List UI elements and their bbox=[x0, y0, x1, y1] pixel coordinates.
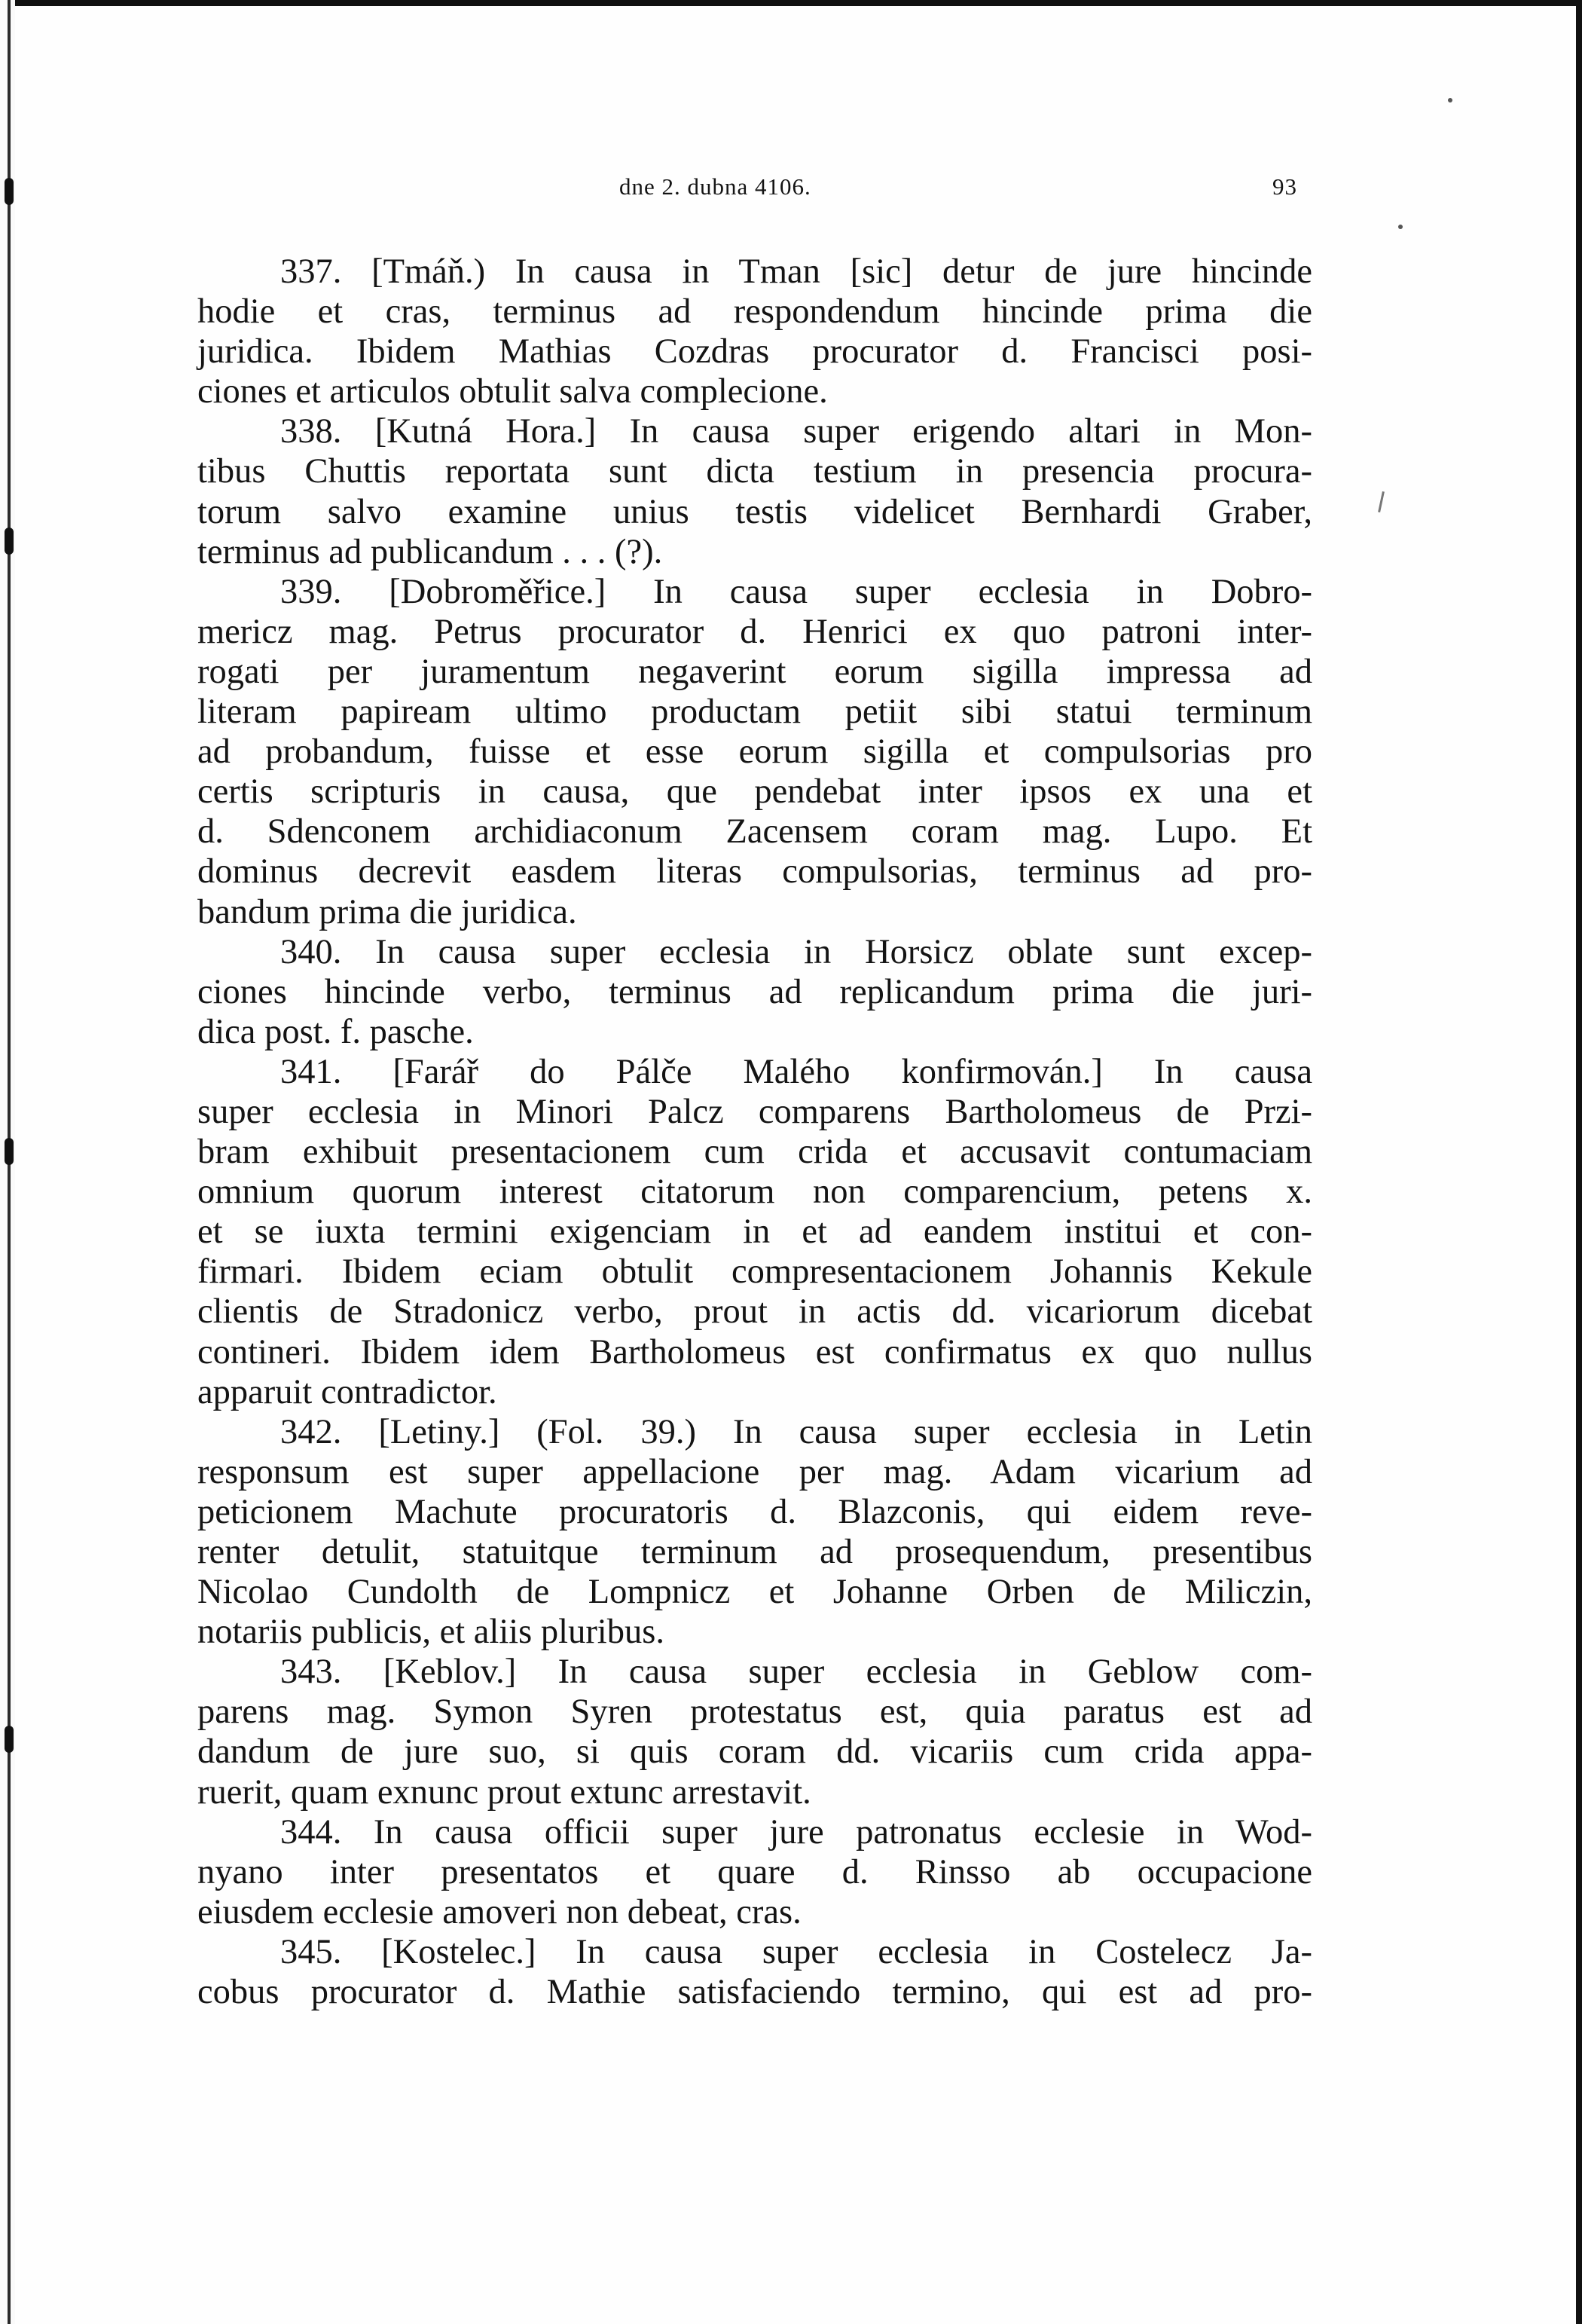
text-line: dica post. f. pasche. bbox=[197, 1012, 474, 1051]
text-line: 338. [Kutná Hora.] In causa super erigendo altari in Mon- bbox=[280, 412, 1312, 451]
text-line: certis scripturis in causa, que pendebat inter ipsos ex una et bbox=[197, 772, 1312, 812]
scan-speck bbox=[1448, 98, 1452, 102]
text-line: 345. [Kostelec.] In causa super ecclesia in Costelecz Ja- bbox=[280, 1932, 1312, 1971]
text-line: super ecclesia in Minori Palcz comparens Bartholomeus de Przi- bbox=[197, 1092, 1312, 1131]
text-line: terminus ad publicandum . . . (?). bbox=[197, 532, 663, 571]
scan-speck bbox=[1398, 225, 1403, 229]
text-line: 340. In causa super ecclesia in Horsicz oblate sunt excep- bbox=[280, 932, 1312, 971]
binding-mark bbox=[5, 1726, 14, 1753]
page-number: 93 bbox=[1272, 173, 1297, 200]
text-line: juridica. Ibidem Mathias Cozdras procurator d. Francisci posi- bbox=[197, 332, 1312, 372]
text-line: rogati per juramentum negaverint eorum sigilla impressa ad bbox=[197, 652, 1312, 691]
text-line: Nicolao Cundolth de Lompnicz et Johanne Orben de Miliczin, bbox=[197, 1573, 1312, 1612]
text-line: hodie et cras, terminus ad respondendum hincinde prima die bbox=[197, 292, 1312, 332]
scan-edge-right bbox=[1576, 0, 1582, 2324]
text-line: apparuit contradictor. bbox=[197, 1372, 497, 1411]
margin-pencil-stroke bbox=[1378, 491, 1385, 512]
binding-mark bbox=[5, 1138, 14, 1165]
running-head bbox=[197, 173, 1312, 211]
text-line: firmari. Ibidem eciam obtulit compresentacionem Johannis Kekule bbox=[197, 1252, 1312, 1292]
text-line: notariis publicis, et aliis pluribus. bbox=[197, 1613, 664, 1652]
text-line: ciones et articulos obtulit salva complecione. bbox=[197, 372, 828, 411]
text-line: contineri. Ibidem idem Bartholomeus est confirmatus ex quo nullus bbox=[197, 1332, 1312, 1371]
text-line: parens mag. Symon Syren protestatus est, quia paratus est ad bbox=[197, 1693, 1312, 1732]
text-line: bandum prima die juridica. bbox=[197, 892, 577, 931]
text-line: ad probandum, fuisse et esse eorum sigilla et compulsorias pro bbox=[197, 732, 1312, 772]
running-head-title: dne 2. dubna 4106. bbox=[619, 173, 811, 200]
text-line: 342. [Letiny.] (Fol. 39.) In causa super ecclesia in Letin bbox=[280, 1412, 1312, 1451]
text-line: cobus procurator d. Mathie satisfaciendo termino, qui est ad pro- bbox=[197, 1973, 1312, 2012]
binding-mark bbox=[5, 527, 14, 555]
text-line: dominus decrevit easdem literas compulsorias, terminus ad pro- bbox=[197, 852, 1312, 891]
text-line: 339. [Dobroměřice.] In causa super ecclesia in Dobro- bbox=[280, 572, 1312, 611]
text-line: dandum de jure suo, si quis coram dd. vicariis cum crida appa- bbox=[197, 1732, 1312, 1772]
text-line: 343. [Keblov.] In causa super ecclesia in Geblow com- bbox=[280, 1653, 1312, 1692]
text-line: 337. [Tmáň.) In causa in Tman [sic] detur de jure hincinde bbox=[280, 252, 1312, 291]
body-text bbox=[197, 252, 1312, 2012]
text-line: bram exhibuit presentacionem cum crida et accusavit contumaciam bbox=[197, 1133, 1312, 1172]
text-line: et se iuxta termini exigenciam in et ad eandem institui et con- bbox=[197, 1212, 1312, 1252]
text-line: eiusdem ecclesie amoveri non debeat, cras. bbox=[197, 1892, 802, 1931]
text-line: mericz mag. Petrus procurator d. Henrici ex quo patroni inter- bbox=[197, 612, 1312, 651]
text-line: ciones hincinde verbo, terminus ad replicandum prima die juri- bbox=[197, 972, 1312, 1011]
text-line: tibus Chuttis reportata sunt dicta testium in presencia procura- bbox=[197, 452, 1312, 491]
text-line: peticionem Machute procuratoris d. Blazconis, qui eidem reve- bbox=[197, 1492, 1312, 1531]
text-line: nyano inter presentatos et quare d. Rinsso ab occupacione bbox=[197, 1852, 1312, 1891]
text-line: d. Sdenconem archidiaconum Zacensem coram mag. Lupo. Et bbox=[197, 812, 1312, 852]
text-line: omnium quorum interest citatorum non comparencium, petens x. bbox=[197, 1173, 1312, 1212]
text-line: responsum est super appellacione per mag. Adam vicarium ad bbox=[197, 1452, 1312, 1491]
text-line: ruerit, quam exnunc prout extunc arrestavit. bbox=[197, 1772, 811, 1812]
text-line: literam papiream ultimo productam petiit sibi statui terminum bbox=[197, 693, 1312, 732]
text-line: renter detulit, statuitque terminum ad prosequendum, presentibus bbox=[197, 1533, 1312, 1571]
text-line: clientis de Stradonicz verbo, prout in actis dd. vicariorum dicebat bbox=[197, 1292, 1312, 1332]
text-line: 341. [Farář do Pálče Malého konfirmován.] In causa bbox=[280, 1052, 1312, 1091]
binding-mark bbox=[5, 178, 14, 205]
text-line: 344. In causa officii super jure patronatus ecclesie in Wod- bbox=[280, 1812, 1312, 1852]
scan-edge-top bbox=[0, 0, 1582, 6]
text-line: torum salvo examine unius testis videlicet Bernhardi Graber, bbox=[197, 492, 1312, 531]
